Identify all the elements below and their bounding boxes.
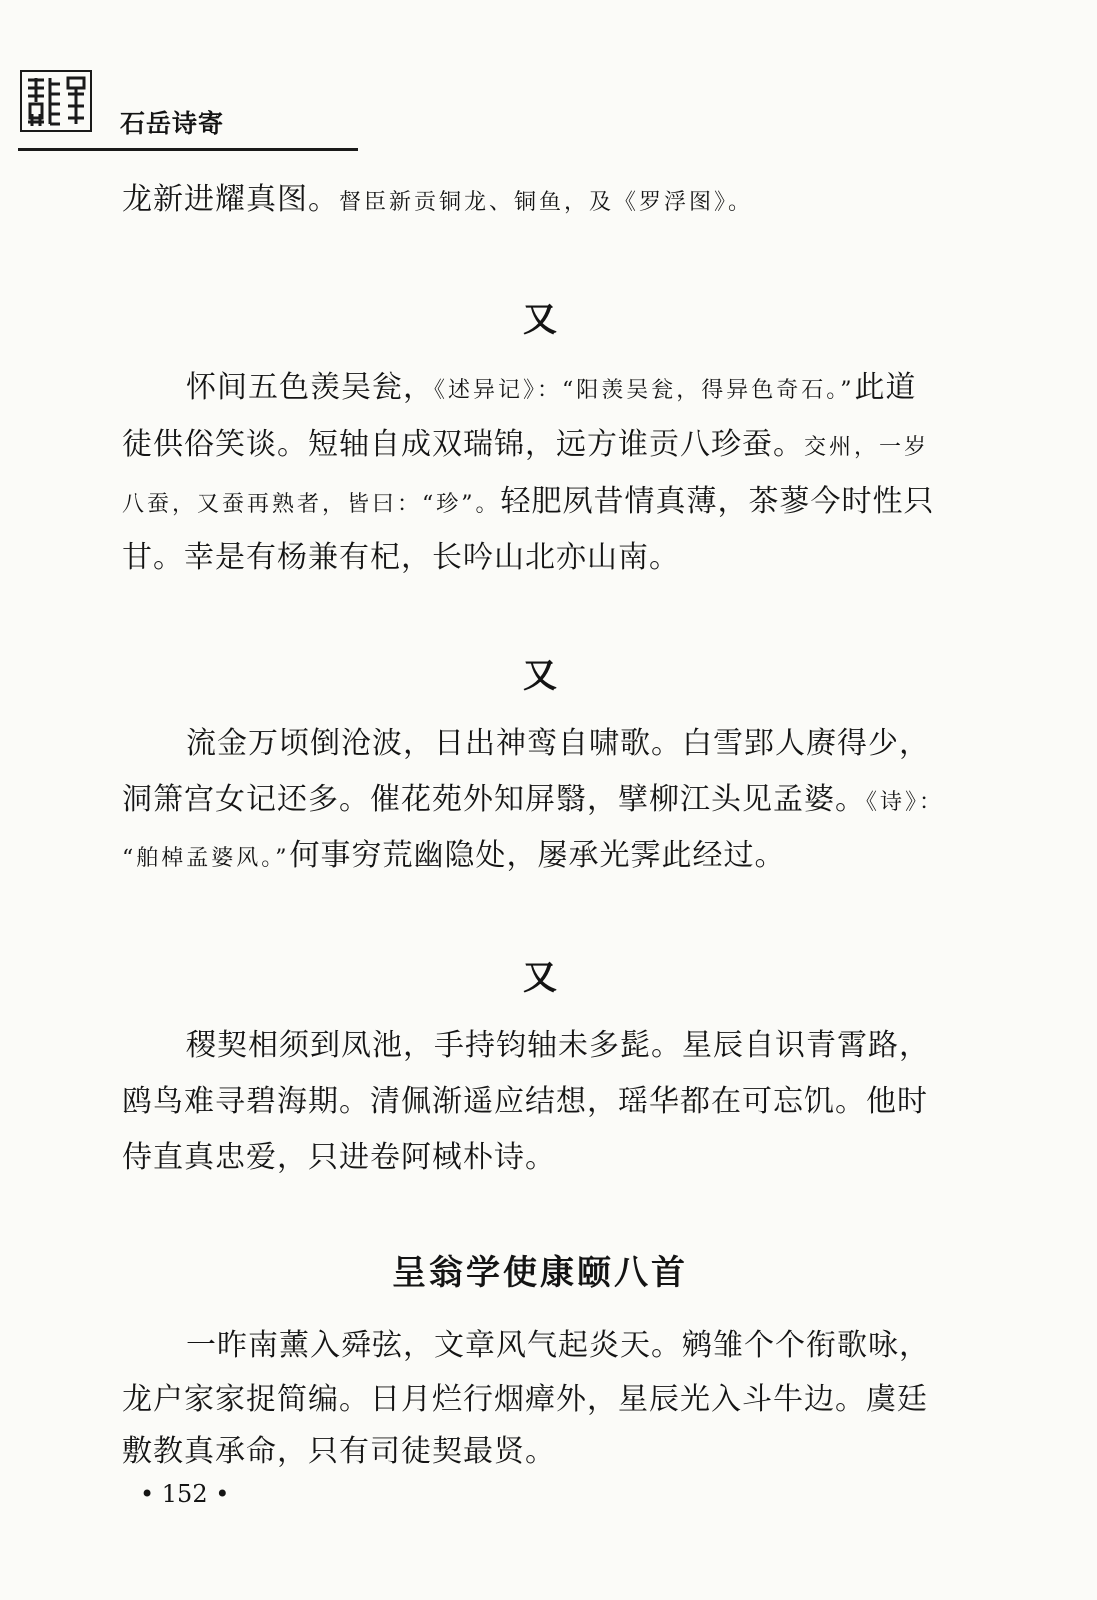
section-heading-2: 又 xyxy=(523,656,557,696)
verse-text: 稷契相须到凤池，手持钧轴未多髭。星辰自识青霄路， xyxy=(186,1028,930,1063)
verse-text: 龙户家家捉简编。日月烂行烟瘴外，星辰光入斗牛边。虞廷 xyxy=(122,1382,928,1417)
verse-text: 洞箫宫女记还多。催花苑外知屏翳，擘柳江头见孟婆。 xyxy=(122,782,866,817)
verse-line xyxy=(122,1432,962,1472)
verse-text: 敷教真承命，只有司徒契最贤。 xyxy=(122,1434,556,1469)
verse-line xyxy=(122,1138,962,1178)
header-rule xyxy=(18,148,358,151)
verse-line xyxy=(186,368,962,411)
verse-text: 流金万顷倒沧波，日出神鸾自啸歌。白雪郢人赓得少， xyxy=(186,726,930,761)
verse-text: 鸥鸟难寻碧海期。清佩渐遥应结想，瑶华都在可忘饥。他时 xyxy=(122,1084,928,1119)
section-heading-1: 又 xyxy=(523,300,557,340)
verse-text: 何事穷荒幽隐处，屡承光霁此经过。 xyxy=(289,838,786,873)
running-header-title: 石岳诗寄 xyxy=(120,109,225,138)
verse-text: 一昨南薰入舜弦，文章风气起炎天。鹓雏个个衔歌咏， xyxy=(186,1328,930,1363)
annotation-note: 交州，一岁 xyxy=(804,435,930,460)
verse-text: 龙新进耀真图。 xyxy=(122,182,339,217)
annotation-note: “舶棹孟婆风。” xyxy=(122,846,290,871)
verse-text: 侍直真忠爱，只进卷阿棫朴诗。 xyxy=(122,1140,556,1175)
annotation-note: 督臣新贡铜龙、铜鱼，及《罗浮图》。 xyxy=(339,190,754,215)
continuation-line xyxy=(122,180,962,223)
verse-text: 徒供俗笑谈。短轴自成双瑞锦，远方谁贡八珍蚕。 xyxy=(122,427,804,462)
annotation-note: 八蚕，又蚕再熟者，皆曰：“珍”。 xyxy=(122,492,501,517)
poem-title: 呈翁学使康颐八首 xyxy=(392,1253,688,1293)
section-heading-3: 又 xyxy=(523,958,557,998)
verse-text: 此道 xyxy=(854,370,917,405)
verse-line xyxy=(186,724,962,764)
annotation-note: 《述异记》：“阳羡吴瓮，得异色奇石。” xyxy=(434,378,855,403)
verse-line xyxy=(122,482,962,525)
verse-text: 怀间五色羡吴瓮， xyxy=(186,370,434,405)
verse-text: 轻肥夙昔情真薄，茶蓼今时性只 xyxy=(500,484,935,519)
verse-line xyxy=(122,425,962,468)
annotation-note: 《诗》： xyxy=(866,790,945,815)
page-number: • 152 • xyxy=(140,1480,230,1508)
verse-line xyxy=(122,836,962,879)
seal-stamp-icon xyxy=(20,70,92,132)
verse-line xyxy=(122,1380,962,1420)
verse-text: 甘。幸是有杨兼有杞，长吟山北亦山南。 xyxy=(122,540,680,575)
verse-line xyxy=(122,1082,962,1122)
verse-line xyxy=(122,538,962,578)
verse-line xyxy=(122,780,962,823)
verse-line xyxy=(186,1326,962,1366)
verse-line xyxy=(186,1026,962,1066)
